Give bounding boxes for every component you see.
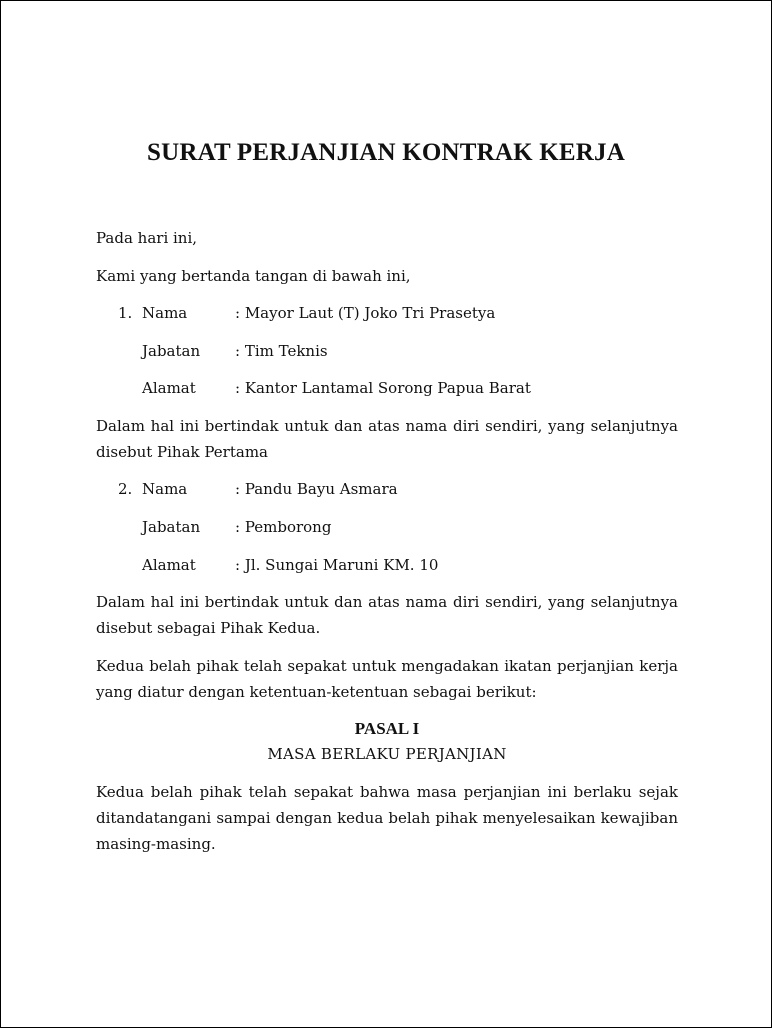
party-two-position-row [96,514,678,540]
party-one-name-row [96,300,678,326]
party-two-position-value: : Pemborong [235,518,332,536]
intro-text: Pada hari ini, [96,229,198,247]
party-two-address-value: : Jl. Sungai Maruni KM. 10 [235,556,439,574]
party-two-statement: Dalam hal ini bertindak untuk dan atas nama diri sendiri, yang selanjutnya disebut sebagai Pihak Kedua. [96,593,678,637]
party-two-address-row [96,552,678,578]
party-one-number: 1. [118,304,133,322]
pasal-heading: MASA BERLAKU PERJANJIAN [267,745,507,763]
party-one-address-value: : Kantor Lantamal Sorong Papua Barat [235,379,531,397]
party-one-address-label: Alamat [142,379,196,397]
party-two-name-label: Nama [142,480,188,498]
party-one-statement: Dalam hal ini bertindak untuk dan atas nama diri sendiri, yang selanjutnya disebut Pihak Pertama [96,417,678,461]
party-two-name-row [96,476,678,502]
party-one-position-row [96,338,678,364]
party-two-number: 2. [118,480,133,498]
signatories-intro: Kami yang bertanda tangan di bawah ini, [96,267,411,285]
party-one-position-label: Jabatan [142,342,201,360]
party-two-position-label: Jabatan [142,518,201,536]
agreement-intro: Kedua belah pihak telah sepakat untuk mengadakan ikatan perjanjian kerja yang diatur dengan ketentuan-ketentuan sebagai berikut: [96,657,678,701]
document-title: SURAT PERJANJIAN KONTRAK KERJA [146,139,626,166]
party-one-name-value: : Mayor Laut (T) Joko Tri Prasetya [235,304,496,322]
party-one-address-row [96,375,678,401]
party-two-name-value: : Pandu Bayu Asmara [235,480,398,498]
party-two-address-label: Alamat [142,556,196,574]
pasal-number: PASAL I [354,719,420,738]
party-one-name-label: Nama [142,304,188,322]
party-one-position-value: : Tim Teknis [235,342,328,360]
pasal-text: Kedua belah pihak telah sepakat bahwa masa perjanjian ini berlaku sejak ditandatangani sampai dengan kedua belah pihak menyelesaikan kewajiban masing-masing. [96,783,678,853]
